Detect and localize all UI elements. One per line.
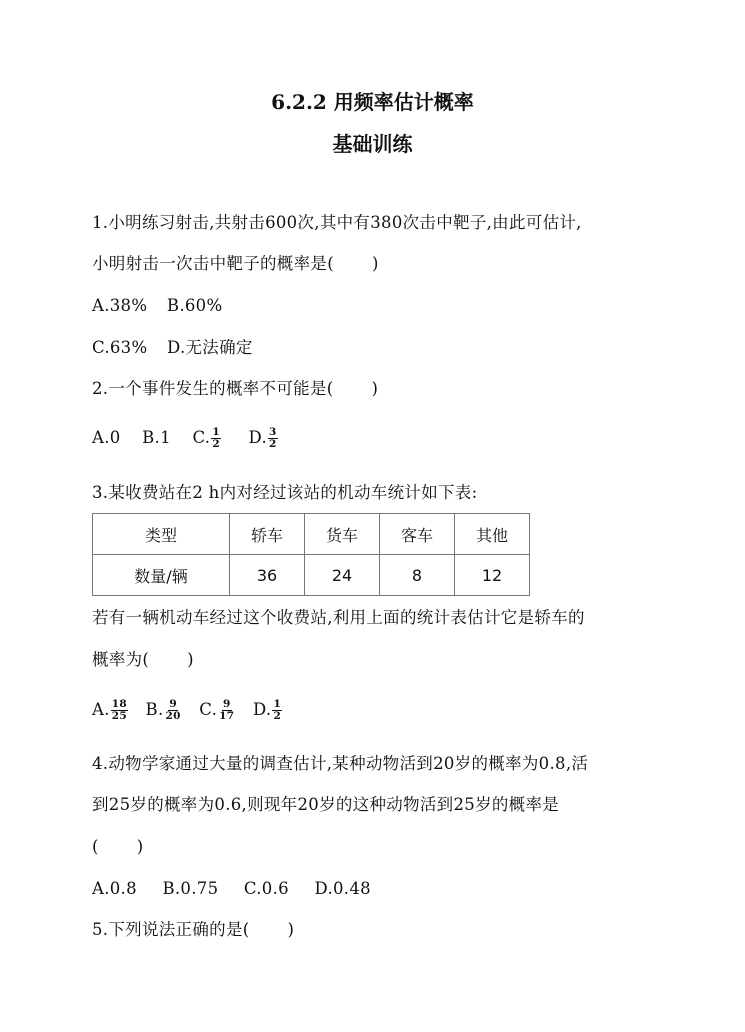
q1-options-row2	[92, 337, 253, 359]
q2-stem	[92, 378, 378, 400]
q3-option-a-fraction: $\frac{18}{25}$	[111, 698, 127, 722]
q3-follow-text: 概率为(	[92, 650, 150, 669]
q4-option-c: C.0.6	[243, 879, 289, 898]
q4-stem-line1: 4.动物学家通过大量的调查估计,某种动物活到20岁的概率为0.8,活	[92, 754, 589, 773]
page-title: 6.2.2 用频率估计概率	[271, 90, 474, 114]
q2-option-d: D. $\frac{3}{2}$	[248, 426, 277, 450]
q2-stem-text: 2.一个事件发生的概率不可能是(	[92, 379, 334, 398]
q2-option-b: B.1	[142, 428, 171, 447]
q2-option-c: C. $\frac{1}{2}$	[192, 426, 220, 450]
section-subtitle: 基础训练	[332, 132, 413, 156]
q3-option-c: C. $\frac{9}{17}$	[199, 698, 235, 722]
table-row	[93, 555, 530, 596]
table-cell: 36	[230, 555, 305, 596]
table-cell: 数量/辆	[93, 555, 230, 596]
q1-option-c: C.63%	[92, 338, 148, 357]
q3-stem: 3.某收费站在2 h内对经过该站的机动车统计如下表:	[92, 483, 478, 502]
q1-option-b: B.60%	[166, 296, 223, 315]
q4-option-a: A.0.8	[92, 879, 137, 898]
q3-follow-line2	[92, 649, 194, 671]
table-header-cell: 轿车	[230, 514, 305, 555]
q4-stem-line3	[92, 836, 144, 858]
q2-option-c-fraction: $\frac{1}{2}$	[212, 426, 220, 450]
q4-option-b: B.0.75	[162, 879, 219, 898]
q3-option-b-fraction: $\frac{9}{20}$	[165, 698, 181, 722]
table-cell: 8	[380, 555, 455, 596]
q3-paren-close: )	[187, 650, 194, 669]
q1-option-d: D.无法确定	[167, 338, 253, 357]
vehicle-stats-table	[92, 513, 530, 596]
table-cell: 12	[455, 555, 530, 596]
q5-stem	[92, 919, 294, 941]
table-header-cell: 其他	[455, 514, 530, 555]
table-cell: 24	[305, 555, 380, 596]
q3-option-d-fraction: $\frac{1}{2}$	[273, 698, 282, 722]
q3-options	[92, 699, 282, 722]
q1-stem-line1: 1.小明练习射击,共射击600次,其中有380次击中靶子,由此可估计,	[92, 213, 582, 232]
q2-option-d-fraction: $\frac{3}{2}$	[269, 426, 277, 450]
q2-option-a: A.0	[92, 428, 121, 447]
q3-option-b: B. $\frac{9}{20}$	[145, 698, 181, 722]
q3-option-c-fraction: $\frac{9}{17}$	[219, 698, 235, 722]
table-header-cell: 类型	[93, 514, 230, 555]
q5-stem-text: 5.下列说法正确的是(	[92, 920, 250, 939]
q2-paren-close: )	[371, 379, 379, 398]
q1-stem-text: 小明射击一次击中靶子的概率是(	[92, 254, 334, 273]
table-header-cell: 客车	[380, 514, 455, 555]
table-header-row	[93, 514, 530, 555]
q1-options-row1	[92, 295, 222, 317]
q1-stem-line2	[92, 253, 379, 275]
q5-paren-close: )	[287, 920, 295, 939]
q3-option-d: D. $\frac{1}{2}$	[252, 698, 282, 722]
q4-paren-close: )	[136, 837, 144, 856]
q4-options	[92, 878, 371, 900]
q3-option-a: A. $\frac{18}{25}$	[92, 698, 127, 722]
table-header-cell: 货车	[305, 514, 380, 555]
q4-paren-open: (	[92, 837, 99, 856]
q3-follow-line1: 若有一辆机动车经过这个收费站,利用上面的统计表估计它是轿车的	[92, 608, 585, 627]
q4-option-d: D.0.48	[314, 879, 371, 898]
q4-stem-line2: 到25岁的概率为0.6,则现年20岁的这种动物活到25岁的概率是	[92, 795, 560, 814]
q2-options	[92, 427, 278, 450]
q1-paren-close: )	[371, 254, 379, 273]
q1-option-a: A.38%	[92, 296, 148, 315]
